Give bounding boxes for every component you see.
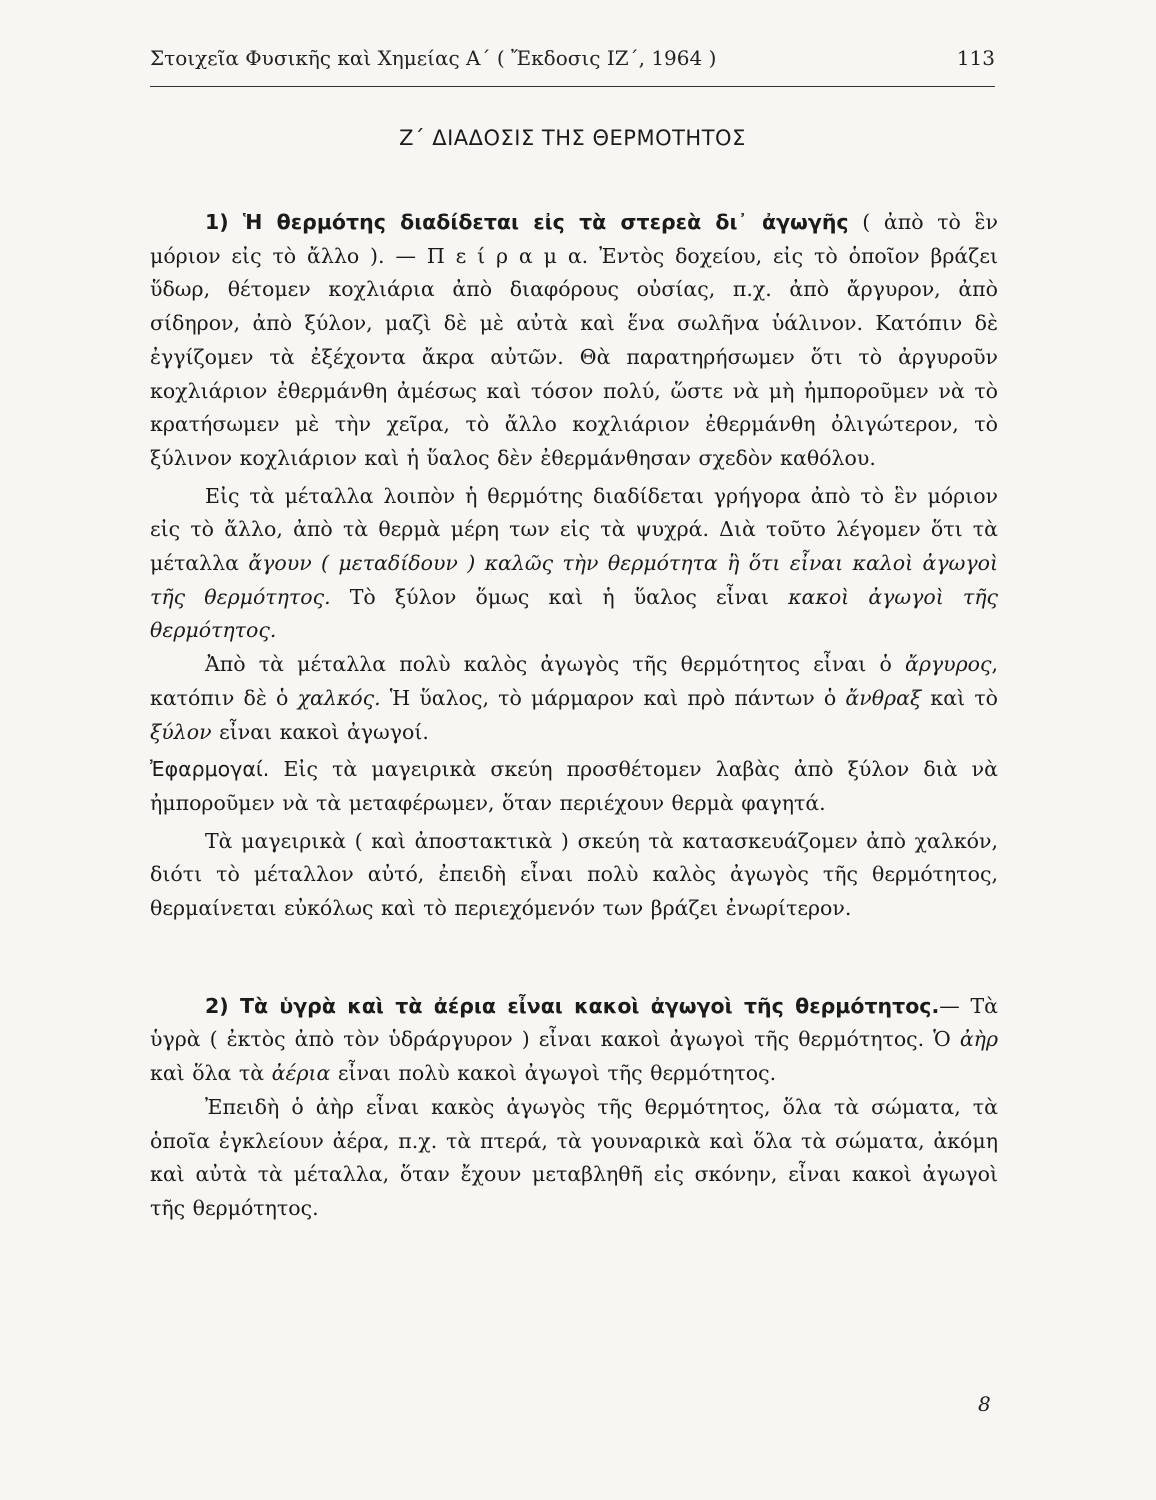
paragraph-cookware: Τὰ μαγειρικὰ ( καὶ ἀποστακτικὰ ) σκεύη τὰ κατασκευάζομεν ἀπὸ χαλκόν, διότι τὸ μέταλλον αὐτό, ἐπειδὴ εἶναι πολὺ καλὸς ἀγωγὸς τῆς θερμότητος, θερμαίνεται εὐκόλως καὶ τὸ περιεχόμενόν των βράζει ἐνωρίτερον. [150,828,998,921]
section-1-intro: ( ἀπὸ τὸ ἓν μόριον εἰς τὸ ἄλλο ). — Π ε ί ρ α μ α. Ἐντὸς δοχείου, εἰς τὸ ὁποῖον βράζει ὕδωρ, θέτομεν κοχλιάρια ἀπὸ διαφόρους οὐσίας, π.χ. ἀπὸ ἄργυρον, ἀπὸ σίδηρον, ἀπὸ ξύλον, μαζὶ δὲ μὲ αὐτὰ καὶ ἕνα σωλῆνα ὑάλινον. Κατόπιν δὲ ἐγγίζομεν τὰ ἐξέχοντα ἄκρα αὐτῶν. Θὰ παρατηρήσωμεν ὅτι τὸ ἀργυροῦν κοχλιάριον ἐθερμάνθη ἀμέσως καὶ τόσον πολύ, ὥστε νὰ μὴ ἠμποροῦμεν νὰ τὸ κρατήσωμεν μὲ τὴν χεῖρα, τὸ ἄλλο κοχλιάριον ἐθερμάνθη ὀλιγώτερον, τὸ ξύλινον κοχλιάριον καὶ ἡ ὕαλος δὲν ἐθερμάνθησαν σχεδὸν καθόλου. [150,210,998,470]
chapter-title: Ζ΄ ΔΙΑΔΟΣΙΣ ΤΗΣ ΘΕΡΜΟΤΗΤΟΣ [399,126,746,150]
running-header [150,46,995,70]
text-run: Τὸ ξύλον ὅμως καὶ ἡ ὕαλος εἶναι [330,584,789,609]
text-run: Εἰς τὰ μέταλλα λοιπὸν ἡ θερμότης διαδίδεται γρήγορα ἀπὸ τὸ ἓν μόριον εἰς τὸ ἄλλο, ἀπὸ τὰ θερμὰ μέρη των εἰς τὰ ψυχρά. Διὰ τοῦτο λέγομεν ὅτι τὰ μέταλλα [150,483,998,576]
emphasis-copper: χαλκός. [297,685,381,710]
text-run: Ἡ ὕαλος, τὸ μάρμαρον καὶ πρὸ πάντων ὁ [380,685,846,710]
paragraph-air-insulation: Ἐπειδὴ ὁ ἀὴρ εἶναι κακὸς ἀγωγὸς τῆς θερμότητος, ὅλα τὰ σώματα, τὰ ὁποῖα ἐγκλείουν ἀέρα, π.χ. τὰ πτερά, τὰ γουναρικὰ καὶ ὅλα τὰ σώματα, ἀκόμη καὶ αὐτὰ τὰ μέταλλα, ὅταν ἔχουν μεταβληθῆ εἰς σκόνην, εἶναι κακοὶ ἀγωγοὶ τῆς θερμότητος. [150,1094,998,1220]
text-run: Ἀπὸ τὰ μέταλλα πολὺ καλὸς ἀγωγὸς τῆς θερμότητος εἶναι ὁ [205,652,905,677]
emphasis-wood: ξύλον [150,719,212,744]
text-run: , κατόπιν δὲ ὁ [150,652,998,710]
text-run: εἶναι πολὺ κακοὶ ἀγωγοὶ τῆς θερμότητος. [330,1061,777,1086]
text-run: καὶ ὅλα τὰ [150,1061,272,1086]
paragraph-metals [150,480,998,649]
emphasis-air: ἀὴρ [959,1027,998,1052]
body-text [150,206,998,1226]
text-run: — Τὰ ὑγρὰ ( ἐκτὸς ἀπὸ τὸν ὑδράργυρον ) εἶναι κακοὶ ἀγωγοὶ τῆς θερμότητος. Ὁ [150,993,998,1052]
section-2-paragraph [150,990,998,1091]
emphasis-coal: ἄνθραξ [845,685,922,710]
signature-mark: 8 [978,1392,991,1416]
text-run: εἶναι κακοὶ ἀγωγοί. [211,719,429,744]
section-2-title: 2) Τὰ ὑγρὰ καὶ τὰ ἀέρια εἶναι κακοὶ ἀγωγοὶ τῆς θερμότητος. [205,993,940,1018]
emphasis-good-conductors: ἄγουν ( μεταδίδουν ) καλῶς τὴν θερμότητα ἢ ὅτι εἶναι καλοὶ ἀγωγοὶ τῆς θερμότητος. [150,551,998,609]
page-number: 113 [956,46,995,70]
emphasis-silver: ἄργυρος [904,652,992,677]
text-run: Εἰς τὰ μαγειρικὰ σκεύη προσθέτομεν λαβὰς ἀπὸ ξύλον διὰ νὰ ἠμποροῦμεν νὰ τὰ μεταφέρωμεν, ὅταν περιέχουν θερμὰ φαγητά. [150,757,998,815]
section-1-title: 1) Ἡ θερμότης διαδίδεται εἰς τὰ στερεὰ δι᾽ ἀγωγῆς [205,210,849,234]
emphasis-bad-conductors: κακοὶ ἀγωγοὶ τῆς θερμότητος. [150,584,998,643]
paragraph-best-conductors [150,648,998,749]
applications-label: Ἐφαρμογαί. [150,757,270,782]
text-run: καὶ τὸ [921,685,999,710]
paragraph-applications [150,753,998,820]
header-rule [150,86,995,87]
emphasis-gases: ἀέρια [271,1061,331,1086]
section-1-paragraph [150,206,998,476]
book-title: Στοιχεῖα Φυσικῆς καὶ Χημείας Α΄ ( Ἔκδοσις ΙΖ΄, 1964 ) [150,46,717,70]
